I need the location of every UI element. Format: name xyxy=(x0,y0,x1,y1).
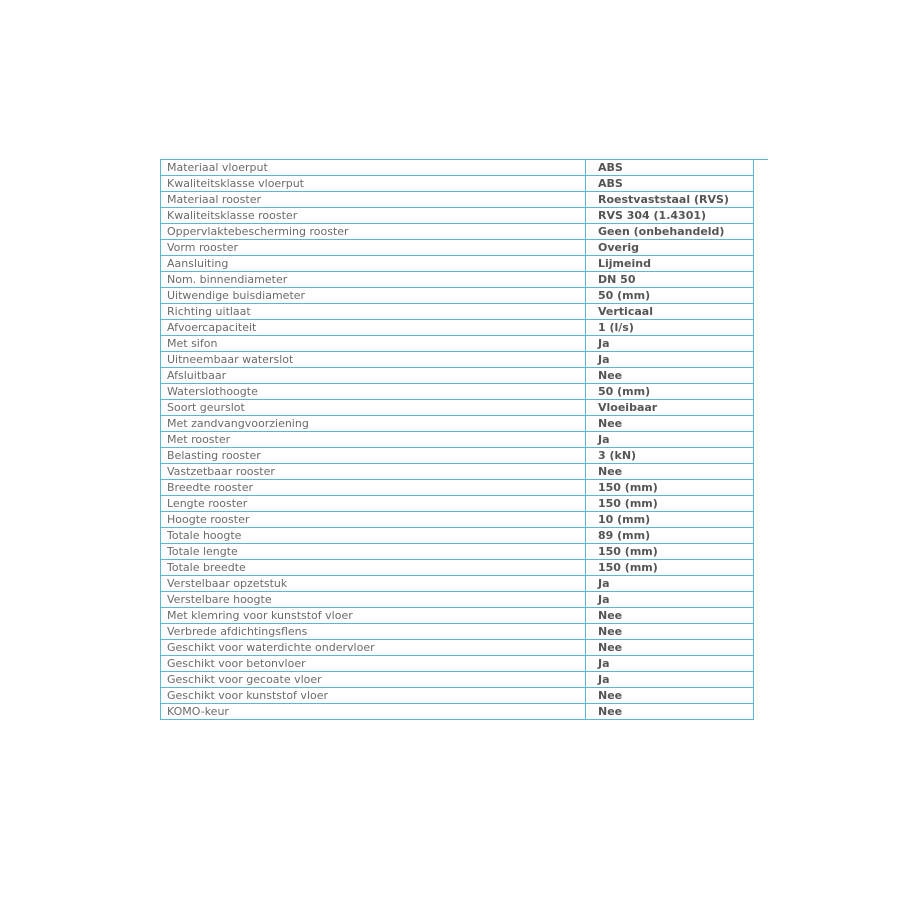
table-row xyxy=(161,352,754,368)
spec-value: Nee xyxy=(586,416,754,432)
spec-label: Breedte rooster xyxy=(161,480,586,496)
spec-value: Vloeibaar xyxy=(586,400,754,416)
spec-value: 150 (mm) xyxy=(586,560,754,576)
spec-value: ABS xyxy=(586,176,754,192)
table-row xyxy=(161,224,754,240)
spec-label: KOMO-keur xyxy=(161,704,586,720)
spec-label: Hoogte rooster xyxy=(161,512,586,528)
spec-label: Lengte rooster xyxy=(161,496,586,512)
table-row xyxy=(161,320,754,336)
spec-label: Vorm rooster xyxy=(161,240,586,256)
spec-value: Ja xyxy=(586,336,754,352)
table-row xyxy=(161,704,754,720)
table-row xyxy=(161,672,754,688)
table-row xyxy=(161,480,754,496)
spec-value: 50 (mm) xyxy=(586,288,754,304)
spec-label: Met zandvangvoorziening xyxy=(161,416,586,432)
spec-value: 89 (mm) xyxy=(586,528,754,544)
specifications-table-body xyxy=(161,160,754,720)
table-row xyxy=(161,208,754,224)
spec-label: Geschikt voor betonvloer xyxy=(161,656,586,672)
table-row xyxy=(161,160,754,176)
spec-label: Geschikt voor waterdichte ondervloer xyxy=(161,640,586,656)
spec-label: Met rooster xyxy=(161,432,586,448)
spec-label: Materiaal rooster xyxy=(161,192,586,208)
spec-label: Afsluitbaar xyxy=(161,368,586,384)
spec-label: Uitwendige buisdiameter xyxy=(161,288,586,304)
spec-value: Ja xyxy=(586,352,754,368)
spec-value: 1 (l/s) xyxy=(586,320,754,336)
spec-value: DN 50 xyxy=(586,272,754,288)
spec-label: Kwaliteitsklasse rooster xyxy=(161,208,586,224)
spec-label: Soort geurslot xyxy=(161,400,586,416)
table-row xyxy=(161,448,754,464)
table-row xyxy=(161,576,754,592)
spec-value: Nee xyxy=(586,608,754,624)
spec-value: Nee xyxy=(586,704,754,720)
spec-value: RVS 304 (1.4301) xyxy=(586,208,754,224)
spec-value: Nee xyxy=(586,640,754,656)
spec-label: Uitneembaar waterslot xyxy=(161,352,586,368)
table-row xyxy=(161,608,754,624)
spec-value: Verticaal xyxy=(586,304,754,320)
spec-value: Overig xyxy=(586,240,754,256)
spec-label: Verbrede afdichtingsflens xyxy=(161,624,586,640)
spec-value: Ja xyxy=(586,576,754,592)
table-row xyxy=(161,272,754,288)
spec-value: Ja xyxy=(586,672,754,688)
spec-label: Geschikt voor kunststof vloer xyxy=(161,688,586,704)
table-row xyxy=(161,336,754,352)
spec-label: Oppervlaktebescherming rooster xyxy=(161,224,586,240)
table-row xyxy=(161,528,754,544)
spec-value: 150 (mm) xyxy=(586,544,754,560)
table-row xyxy=(161,432,754,448)
specifications-table xyxy=(160,159,754,720)
table-row xyxy=(161,288,754,304)
spec-value: ABS xyxy=(586,160,754,176)
spec-value: 150 (mm) xyxy=(586,496,754,512)
spec-label: Totale lengte xyxy=(161,544,586,560)
spec-label: Met sifon xyxy=(161,336,586,352)
spec-value: 150 (mm) xyxy=(586,480,754,496)
table-row xyxy=(161,176,754,192)
spec-label: Vastzetbaar rooster xyxy=(161,464,586,480)
table-row xyxy=(161,368,754,384)
table-row xyxy=(161,640,754,656)
spec-value: Nee xyxy=(586,688,754,704)
spec-value: Ja xyxy=(586,592,754,608)
spec-value: Ja xyxy=(586,432,754,448)
table-row xyxy=(161,656,754,672)
table-row xyxy=(161,688,754,704)
spec-label: Kwaliteitsklasse vloerput xyxy=(161,176,586,192)
spec-label: Aansluiting xyxy=(161,256,586,272)
spec-label: Totale hoogte xyxy=(161,528,586,544)
spec-value: 10 (mm) xyxy=(586,512,754,528)
spec-value: Nee xyxy=(586,464,754,480)
spec-value: 50 (mm) xyxy=(586,384,754,400)
table-row xyxy=(161,416,754,432)
spec-label: Nom. binnendiameter xyxy=(161,272,586,288)
spec-value: Geen (onbehandeld) xyxy=(586,224,754,240)
table-row xyxy=(161,192,754,208)
table-row xyxy=(161,464,754,480)
table-row xyxy=(161,544,754,560)
table-row xyxy=(161,400,754,416)
spec-label: Geschikt voor gecoate vloer xyxy=(161,672,586,688)
spec-label: Waterslothoogte xyxy=(161,384,586,400)
table-row xyxy=(161,496,754,512)
spec-label: Verstelbaar opzetstuk xyxy=(161,576,586,592)
spec-label: Verstelbare hoogte xyxy=(161,592,586,608)
spec-value: Ja xyxy=(586,656,754,672)
spec-label: Belasting rooster xyxy=(161,448,586,464)
table-row xyxy=(161,592,754,608)
spec-label: Materiaal vloerput xyxy=(161,160,586,176)
table-row xyxy=(161,256,754,272)
spec-value: Roestvaststaal (RVS) xyxy=(586,192,754,208)
spec-value: 3 (kN) xyxy=(586,448,754,464)
spec-label: Totale breedte xyxy=(161,560,586,576)
spec-label: Richting uitlaat xyxy=(161,304,586,320)
table-top-border-extension xyxy=(754,159,768,160)
table-row xyxy=(161,240,754,256)
spec-value: Nee xyxy=(586,368,754,384)
table-row xyxy=(161,304,754,320)
spec-label: Met klemring voor kunststof vloer xyxy=(161,608,586,624)
table-row xyxy=(161,560,754,576)
table-row xyxy=(161,512,754,528)
spec-label: Afvoercapaciteit xyxy=(161,320,586,336)
spec-value: Lijmeind xyxy=(586,256,754,272)
spec-value: Nee xyxy=(586,624,754,640)
table-row xyxy=(161,624,754,640)
table-row xyxy=(161,384,754,400)
